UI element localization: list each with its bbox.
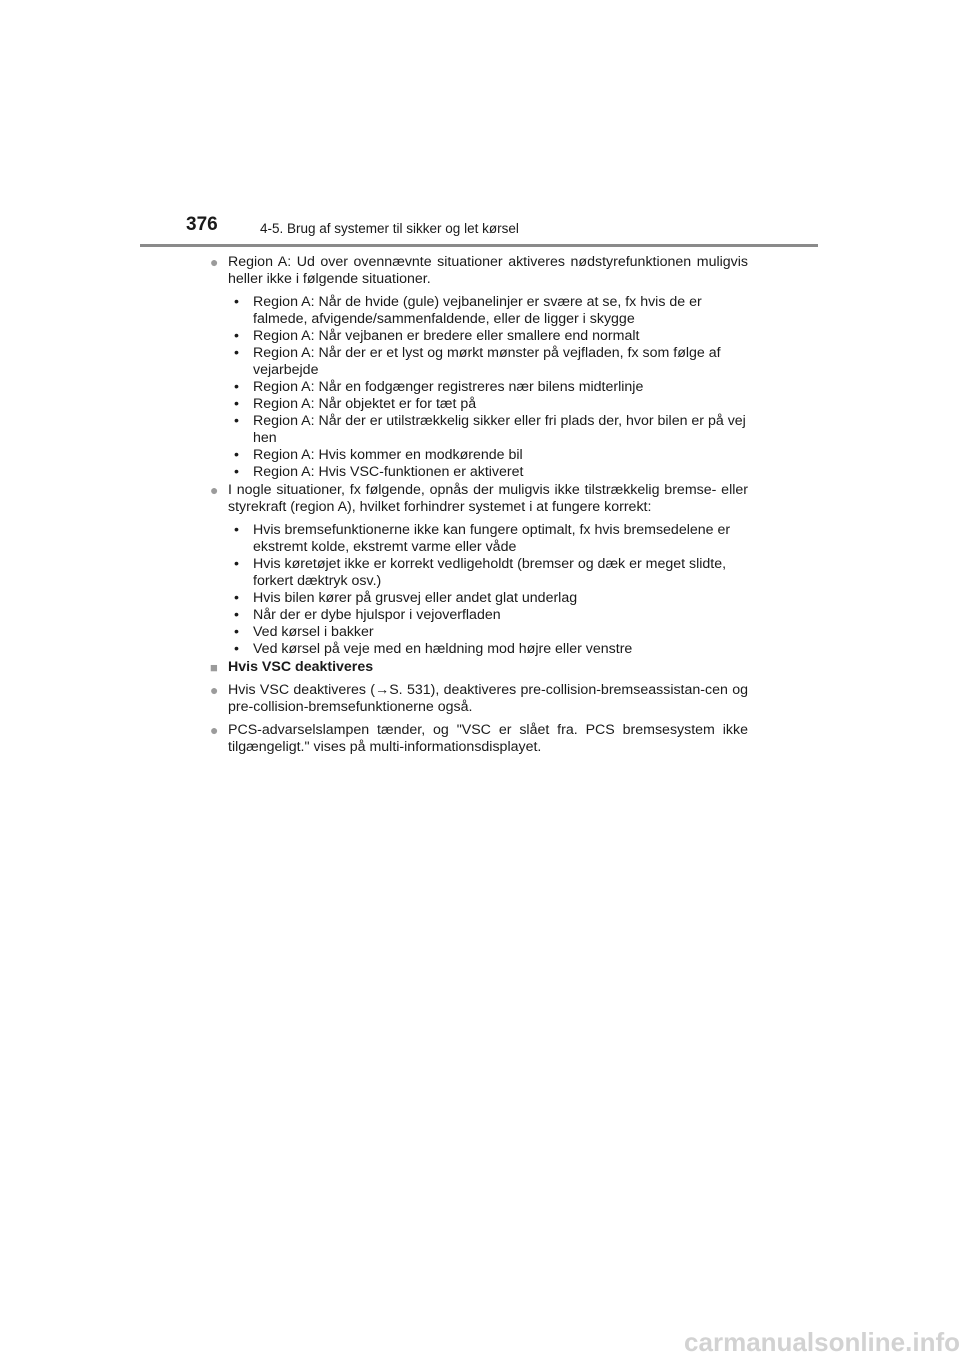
list-item: • Region A: Når vejbanen er bredere eller smallere end normalt (234, 328, 640, 344)
dot-bullet-icon: • (234, 556, 239, 572)
dot-bullet-icon: • (234, 590, 239, 606)
condition-list-2 (210, 522, 748, 658)
dot-bullet-icon: • (234, 464, 239, 480)
list-item: • Hvis køretøjet ikke er korrekt vedligeholdt (bremser og dæk er meget slidte, forkert dæktryk osv.) (234, 556, 727, 589)
list-item: • Region A: Når en fodgænger registreres nær bilens midterlinje (234, 379, 644, 395)
list-item: • Ved kørsel på veje med en hældning mod højre eller venstre (234, 641, 633, 657)
round-bullet-icon: ● (210, 482, 219, 498)
condition-list-1 (210, 294, 748, 481)
list-item: • Når der er dybe hjulspor i vejoverfladen (234, 607, 501, 623)
list-item: • Ved kørsel i bakker (234, 624, 374, 640)
dot-bullet-icon: • (234, 607, 239, 623)
paragraph-text: Region A: Ud over ovennævnte situationer aktiveres nødstyrefunktionen muligvis heller ikke i følgende situationer. (228, 254, 748, 287)
dot-bullet-icon: • (234, 413, 239, 429)
section-heading-vsc (210, 659, 748, 676)
square-marker-icon: ■ (210, 660, 218, 675)
page-reference: S. 531), deaktiveres pre-collision-bremseassistan-cen og pre-collision-bremsefunktionerne også. (228, 682, 748, 715)
paragraph-text: PCS-advarselslampen tænder, og "VSC er slået fra. PCS bremsesystem ikke tilgængeligt." vises på multi-informationsdisplayet. (228, 722, 748, 755)
dot-bullet-icon: • (234, 396, 239, 412)
dot-bullet-icon: • (234, 379, 239, 395)
page-number: 376 (186, 214, 218, 235)
list-item: • Region A: Når der er et lyst og mørkt mønster på vejfladen, fx som følge af vejarbejde (234, 345, 721, 378)
list-item: • Region A: Når der er utilstrækkelig sikker eller fri plads der, hvor bilen er på vej hen (234, 413, 746, 446)
dot-bullet-icon: • (234, 294, 239, 310)
arrow-right-icon: → (375, 682, 390, 698)
dot-bullet-icon: • (234, 522, 239, 538)
section-title: 4-5. Brug af systemer til sikker og let kørsel (260, 221, 519, 236)
list-item: • Region A: Når de hvide (gule) vejbanelinjer er svære at se, fx hvis de er falmede, afvigende/sammenfaldende, eller de ligger i skygge (234, 294, 702, 327)
paragraph-pcs-warning (210, 722, 748, 756)
paragraph-region-a-steering (210, 254, 748, 288)
paragraph-text-prefix: Hvis VSC deaktiveres ( (228, 682, 376, 698)
list-item: • Region A: Når objektet er for tæt på (234, 396, 477, 412)
heading-text: Hvis VSC deaktiveres (228, 659, 374, 675)
dot-bullet-icon: • (234, 447, 239, 463)
list-item: • Hvis bilen kører på grusvej eller andet glat underlag (234, 590, 578, 606)
round-bullet-icon: ● (210, 254, 219, 270)
watermark: carmanualsonline.info (684, 1327, 960, 1357)
dot-bullet-icon: • (234, 328, 239, 344)
header-divider (140, 244, 818, 247)
paragraph-vsc-deactivated (210, 682, 748, 716)
list-item: • Hvis bremsefunktionerne ikke kan fungere optimalt, fx hvis bremsedelene er ekstremt kolde, ekstremt varme eller våde (234, 522, 731, 555)
dot-bullet-icon: • (234, 345, 239, 361)
list-item: • Region A: Hvis kommer en modkørende bil (234, 447, 523, 463)
page-content (210, 254, 748, 756)
round-bullet-icon: ● (210, 722, 219, 738)
dot-bullet-icon: • (234, 641, 239, 657)
dot-bullet-icon: • (234, 624, 239, 640)
paragraph-insufficient-force (210, 482, 748, 516)
round-bullet-icon: ● (210, 682, 219, 698)
paragraph-text: I nogle situationer, fx følgende, opnås der muligvis ikke tilstrækkelig bremse- eller styrekraft (region A), hvilket forhindrer systemet i at fungere korrekt: (228, 482, 748, 515)
list-item: • Region A: Hvis VSC-funktionen er aktiveret (234, 464, 524, 480)
